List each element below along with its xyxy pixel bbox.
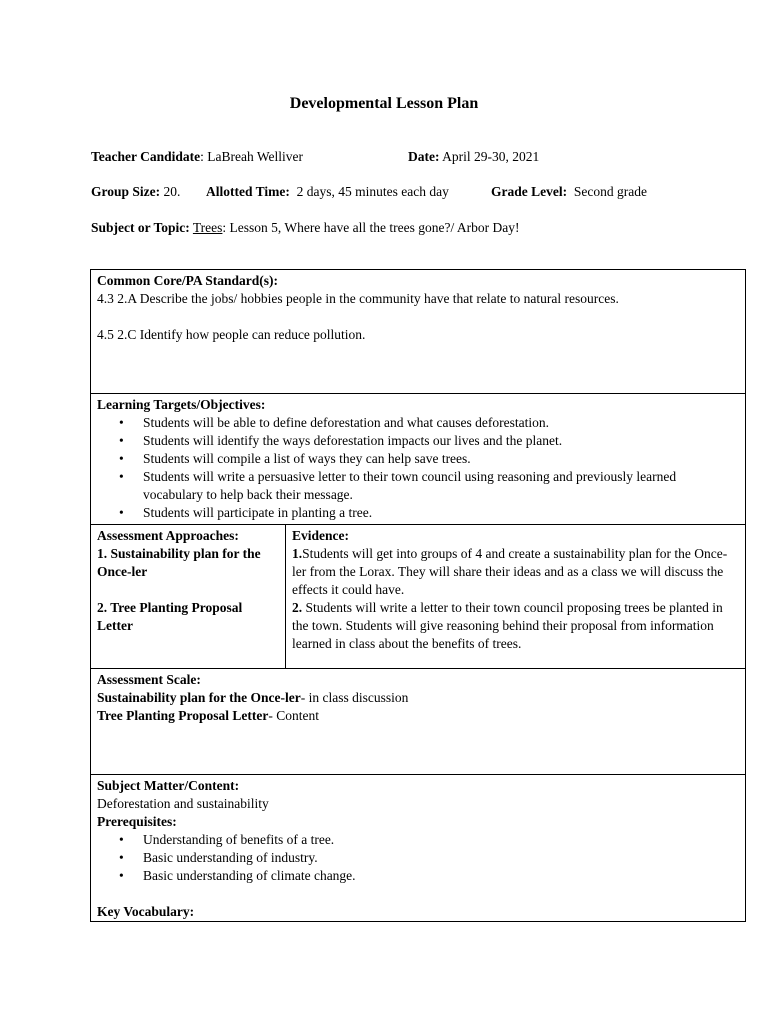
prerequisite-item: • Understanding of benefits of a tree. [97, 831, 739, 849]
prerequisites-list [97, 831, 739, 885]
subject-matter-heading: Subject Matter/Content: [97, 778, 240, 793]
teacher-value: : LaBreah Welliver [200, 149, 304, 164]
subject-matter-content: Deforestation and sustainability [97, 796, 269, 811]
subject-underlined: Trees [192, 220, 223, 235]
prerequisite-item: • Basic understanding of climate change. [97, 867, 739, 885]
assessment-scale-section [90, 668, 746, 775]
target-item: • Students will participate in planting a tree. [97, 504, 739, 522]
approach-1: 1. Sustainability plan for the Once-ler [97, 546, 261, 579]
date-label: Date: [408, 149, 440, 164]
target-item: • Students will identify the ways deforestation impacts our lives and the planet. [97, 432, 739, 450]
evidence-heading: Evidence: [292, 528, 349, 543]
target-item: • Students will be able to define deforestation and what causes deforestation. [97, 414, 739, 432]
group-size-line [91, 184, 180, 200]
subject-label: Subject or Topic: [91, 220, 190, 235]
subject-topic-line [91, 220, 519, 236]
date-value: April 29-30, 2021 [442, 149, 540, 164]
teacher-label: Teacher Candidate [91, 149, 201, 164]
target-item: • Students will write a persuasive letter to their town council using reasoning and previously learned vocabulary to help back their message. [97, 468, 739, 504]
scale-heading: Assessment Scale: [97, 672, 201, 687]
standards-section [90, 269, 746, 394]
standard-1: 4.3 2.A Describe the jobs/ hobbies people in the community have that relate to natural resources. [97, 291, 619, 306]
allotted-value: 2 days, 45 minutes each day [296, 184, 449, 199]
group-size-value: 20. [163, 184, 181, 199]
group-size-label: Group Size: [91, 184, 161, 199]
target-item: • Students will compile a list of ways they can help save trees. [97, 450, 739, 468]
standard-2: 4.5 2.C Identify how people can reduce pollution. [97, 327, 366, 342]
learning-targets-section [90, 393, 746, 525]
standards-heading: Common Core/PA Standard(s): [97, 273, 278, 288]
allotted-label: Allotted Time: [206, 184, 290, 199]
approaches-heading: Assessment Approaches: [97, 528, 239, 543]
key-vocabulary-heading: Key Vocabulary: [97, 904, 195, 919]
scale-item-1: Sustainability plan for the Once-ler- in class discussion [97, 690, 409, 705]
prerequisite-item: • Basic understanding of industry. [97, 849, 739, 867]
evidence-cell [285, 524, 746, 669]
evidence-2: 2. Students will write a letter to their town council proposing trees be planted in the town. Students will give reasoning behind their proposal from information learned in class about the benefits of trees. [292, 600, 723, 651]
targets-heading: Learning Targets/Objectives: [97, 397, 266, 412]
document-title: Developmental Lesson Plan [289, 95, 479, 112]
assessment-approaches-cell [90, 524, 286, 669]
subject-matter-section [90, 774, 746, 922]
date-line [408, 149, 539, 165]
grade-level-line [491, 184, 647, 200]
grade-label: Grade Level: [491, 184, 568, 199]
approach-2: 2. Tree Planting Proposal Letter [97, 600, 243, 633]
grade-value: Second grade [573, 184, 647, 199]
prerequisites-heading: Prerequisites: [97, 814, 177, 829]
evidence-1: 1.Students will get into groups of 4 and create a sustainability plan for the Once-ler from the Lorax. They will share their ideas and as a class we will discuss the effects it could have. [292, 546, 728, 597]
targets-list [97, 414, 739, 522]
scale-item-2: Tree Planting Proposal Letter- Content [97, 708, 319, 723]
allotted-time-line [206, 184, 449, 200]
subject-rest: : Lesson 5, Where have all the trees gone?/ Arbor Day! [222, 220, 520, 235]
teacher-candidate-line [91, 149, 303, 165]
